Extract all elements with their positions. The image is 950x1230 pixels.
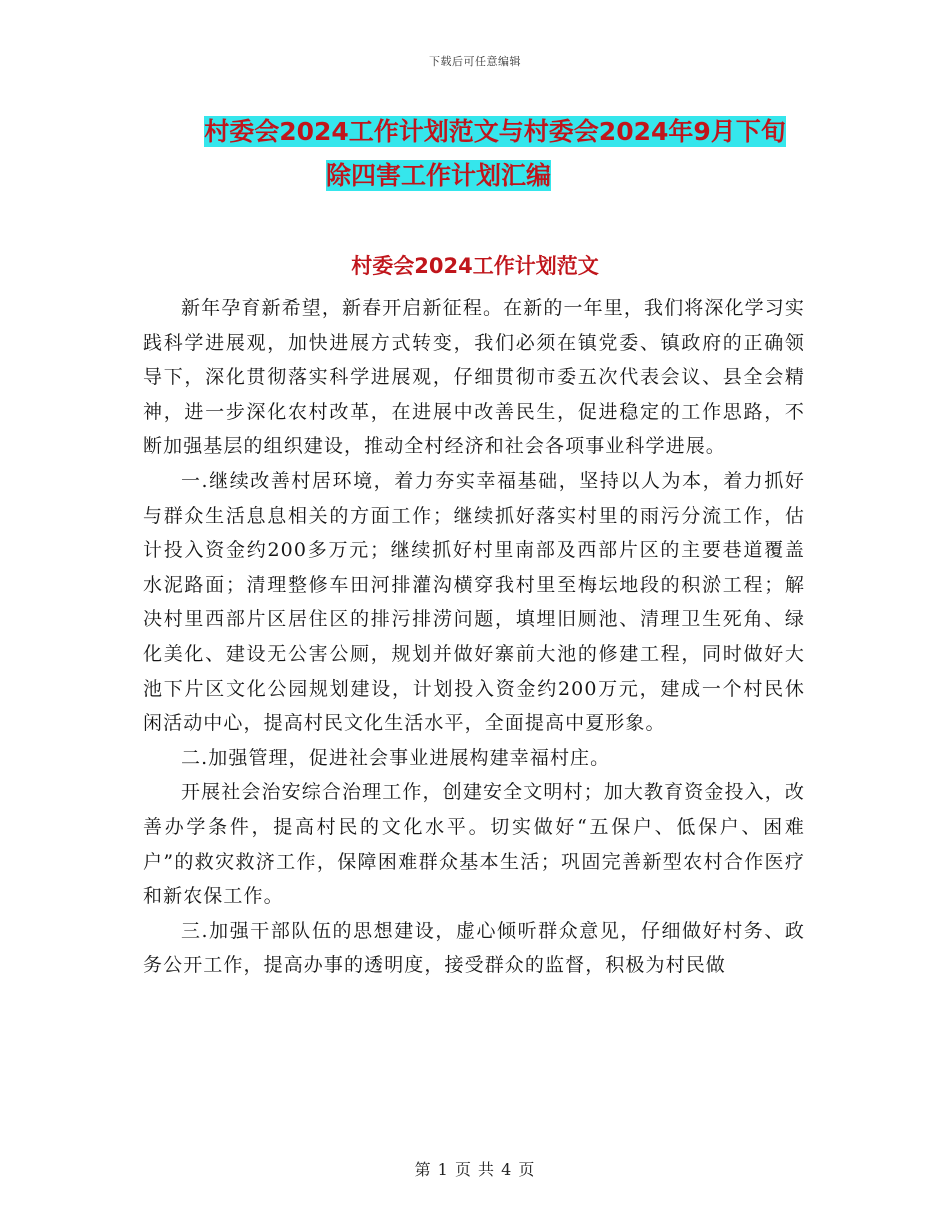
paragraph-item-2-body: 开展社会治安综合治理工作，创建安全文明村；加大教育资金投入，改善办学条件，提高村民的文化水平。切实做好“五保户、低保户、困难户”的救灾救济工作，保障困难群众基本生活；巩固完善新型农村合作医疗和新农保工作。 xyxy=(143,781,805,908)
header-note: 下载后可任意编辑 xyxy=(429,55,521,68)
body-text xyxy=(143,291,805,983)
document-title-line-2: 除四害工作计划汇编 xyxy=(326,161,552,190)
paragraph-item-2-heading: 二.加强管理，促进社会事业进展构建幸福村庄。 xyxy=(181,746,611,769)
paragraph-item-1: 一.继续改善村居环境，着力夯实幸福基础，坚持以人为本，着力抓好与群众生活息息相关的方面工作；继续抓好落实村里的雨污分流工作，估计投入资金约200多万元；继续抓好村里南部及西部片区的主要巷道覆盖水泥路面；清理整修车田河排灌沟横穿我村里至梅坛地段的积淤工程；解决村里西部片区居住区的排污排涝问题，填埋旧厕池、清理卫生死角、绿化美化、建设无公害公厕，规划并做好寨前大池的修建工程，同时做好大池下片区文化公园规划建设，计划投入资金约200万元，建成一个村民休闲活动中心，提高村民文化生活水平，全面提高中夏形象。 xyxy=(143,469,805,735)
page-number-footer: 第 1 页 共 4 页 xyxy=(414,1160,536,1179)
paragraph-intro: 新年孕育新希望，新春开启新征程。在新的一年里，我们将深化学习实践科学进展观，加快进展方式转变，我们必须在镇党委、镇政府的正确领导下，深化贯彻落实科学进展观，仔细贯彻市委五次代表会议、县全会精神，进一步深化农村改革，在进展中改善民生，促进稳定的工作思路，不断加强基层的组织建设，推动全村经济和社会各项事业科学进展。 xyxy=(143,297,805,458)
document-title-line-1: 村委会2024工作计划范文与村委会2024年9月下旬 xyxy=(204,117,786,146)
document-title xyxy=(120,110,870,198)
section-title: 村委会2024工作计划范文 xyxy=(351,254,599,278)
paragraph-item-3: 三.加强干部队伍的思想建设，虚心倾听群众意见，仔细做好村务、政务公开工作，提高办事的透明度，接受群众的监督，积极为村民做 xyxy=(143,919,805,977)
